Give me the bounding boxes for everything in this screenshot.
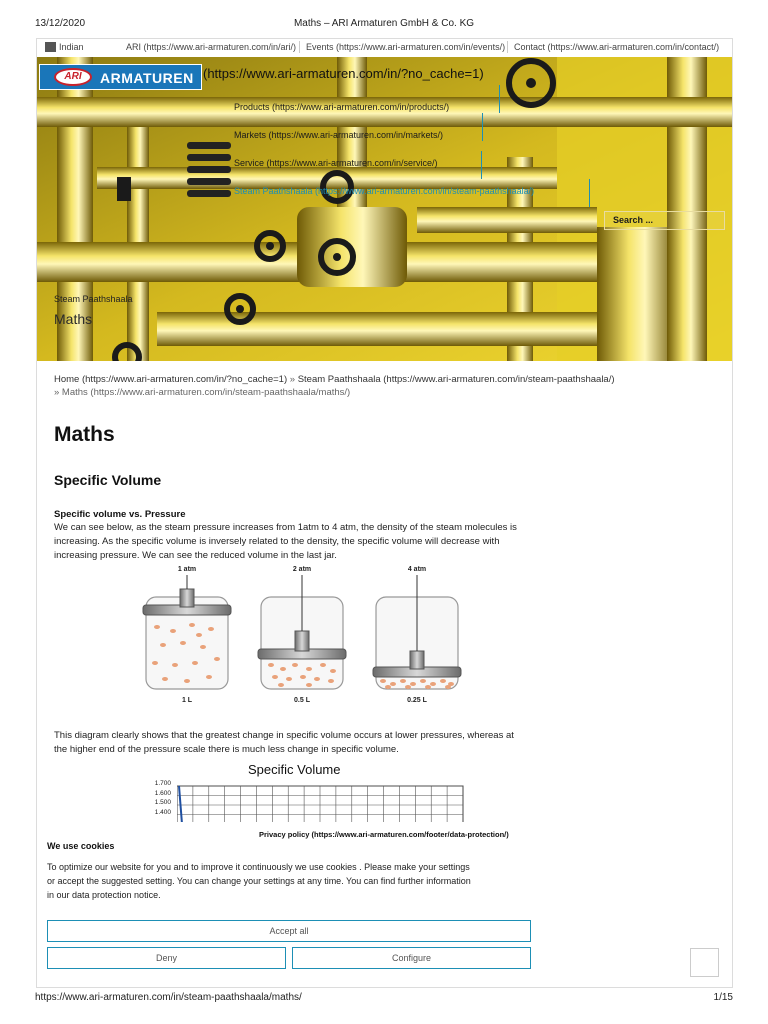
breadcrumb-steam-paathshaala[interactable]: Steam Paathshaala (https://www.ari-armaturen.com/in/steam-paathshaala/) — [297, 374, 615, 385]
top-bar — [37, 39, 733, 57]
jars-illustration — [137, 569, 477, 709]
breadcrumb-separator: » — [289, 374, 296, 385]
chart-plot-area — [177, 784, 467, 824]
print-header — [0, 18, 768, 32]
divider — [299, 41, 300, 53]
breadcrumb — [54, 373, 694, 399]
print-footer — [0, 992, 768, 1006]
configure-button[interactable]: Configure — [292, 947, 531, 969]
nav-divider — [481, 151, 482, 179]
search-input[interactable] — [604, 211, 725, 230]
nav-divider — [589, 179, 590, 207]
home-link[interactable]: (https://www.ari-armaturen.com/in/?no_cache=1) — [203, 66, 484, 81]
print-page-number: 1/15 — [713, 992, 733, 1003]
divider — [507, 41, 508, 53]
section-title: Specific Volume — [54, 472, 162, 488]
accept-all-button[interactable]: Accept all — [47, 920, 531, 942]
top-link-events[interactable]: Events (https://www.ari-armaturen.com/in/events/) — [306, 42, 506, 52]
jar-2-pressure: 2 atm — [292, 566, 312, 573]
jar-1-pressure: 1 atm — [177, 566, 197, 573]
jar-3-pressure: 4 atm — [407, 566, 427, 573]
jar-3-volume: 0.25 L — [407, 697, 427, 704]
ari-logo[interactable] — [39, 64, 202, 90]
top-link-ari[interactable]: ARI (https://www.ari-armaturen.com/in/ari/) — [126, 42, 297, 52]
chart-y-tick-label: 1.600 — [154, 789, 171, 797]
top-link-contact[interactable]: Contact (https://www.ari-armaturen.com/in/contact/) — [514, 42, 720, 52]
jar-1-volume: 1 L — [181, 697, 193, 704]
deny-button[interactable]: Deny — [47, 947, 286, 969]
web-page — [36, 38, 733, 988]
chart-y-tick-label: 1.700 — [154, 780, 171, 787]
jar-2atm — [258, 575, 346, 689]
chart-y-tick-label: 1.400 — [154, 808, 171, 816]
logo-wordmark: ARMATUREN — [100, 70, 194, 86]
hero-breadcrumb[interactable]: Steam Paathshaala — [54, 294, 133, 304]
jar-1atm — [143, 575, 231, 689]
language-selector[interactable]: Indian — [59, 42, 84, 52]
nav-item-products[interactable]: Products (https://www.ari-armaturen.com/in/products/) — [234, 102, 450, 112]
breadcrumb-current: » Maths (https://www.ari-armaturen.com/in/steam-paathshaala/maths/) — [54, 387, 351, 398]
print-date: 13/12/2020 — [35, 18, 86, 29]
flag-icon — [45, 42, 56, 52]
nav-divider — [482, 113, 483, 141]
hero-banner — [37, 57, 733, 361]
jar-4atm — [373, 575, 461, 689]
nav-item-steam-paathshaala[interactable]: Steam Paathshaala (https://www.ari-armaturen.com/in/steam-paathshaala/) — [234, 186, 535, 196]
search-placeholder: Search ... — [613, 215, 654, 225]
nav-item-markets[interactable]: Markets (https://www.ari-armaturen.com/in/markets/) — [234, 130, 444, 140]
scroll-to-top-button[interactable] — [690, 948, 719, 977]
print-title: Maths – ARI Armaturen GmbH & Co. KG — [293, 18, 475, 29]
chart-title: Specific Volume — [248, 762, 341, 777]
ari-badge-icon: ARI — [54, 68, 92, 86]
chart-y-tick-label: 1.500 — [154, 799, 171, 806]
print-url: https://www.ari-armaturen.com/in/steam-paathshaala/maths/ — [35, 992, 302, 1003]
paragraph-pressure: We can see below, as the steam pressure increases from 1atm to 4 atm, the density of the steam molecules is increasing. As the specific volume is inversely related to the density, the specific volume will decrease with increasing pressure. We can see the reduced volume in the last jar. — [54, 522, 517, 561]
cookie-heading: We use cookies — [47, 841, 115, 851]
nav-item-service[interactable]: Service (https://www.ari-armaturen.com/in/service/) — [234, 158, 438, 168]
cookie-banner — [37, 822, 733, 988]
subsection-title: Specific volume vs. Pressure — [54, 509, 186, 520]
jar-2-volume: 0.5 L — [294, 697, 310, 704]
nav-divider — [499, 85, 500, 113]
cookie-text: To optimize our website for you and to improve it continuously we use cookies . Please make your settings or accept the suggested setting. You can change your settings at any time. You can find further information in our data protection notice. — [47, 862, 471, 900]
paragraph-diagram: This diagram clearly shows that the greatest change in specific volume occurs at lower pressures, whereas at the higher end of the pressure scale there is much less change in specific volume. — [54, 730, 514, 755]
privacy-policy-link[interactable]: Privacy policy (https://www.ari-armaturen.com/footer/data-protection/) — [259, 830, 509, 839]
page-title: Maths — [54, 423, 115, 446]
hero-title: Maths — [54, 311, 93, 327]
breadcrumb-home[interactable]: Home (https://www.ari-armaturen.com/in/?no_cache=1) — [54, 374, 288, 385]
